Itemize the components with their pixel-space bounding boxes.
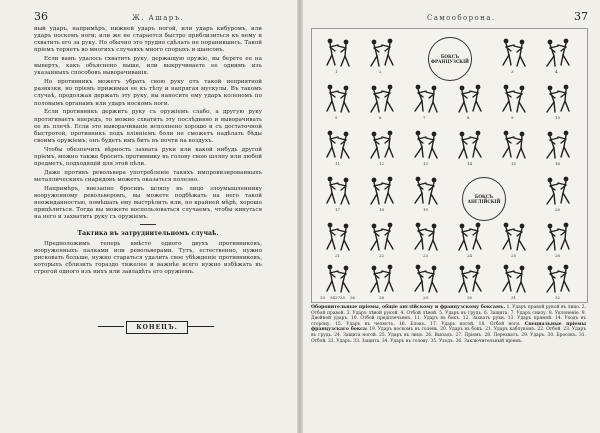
figure-number: 25 bbox=[511, 253, 517, 258]
paragraph: Но противникъ можетъ убрать свою руку отъ такой неприятной развязки, но пріемъ прижимая ее къ тѣлу и напрягая мускулы. Въ такомъ случаѣ, продолжая держать эту руку, вы наносите ему ударъ коленомъ по половымъ органамъ или ударъ носкомъ ноги. bbox=[34, 79, 262, 107]
boxing-figure-pair bbox=[362, 127, 402, 167]
figure-number: 31 bbox=[511, 295, 517, 300]
medallion-label: БОКСЪ АНГЛІЙСКІЙ bbox=[467, 194, 501, 204]
paragraph: Даже противъ револьвера употребленіе такихъ импровизированныхъ металлическихъ снарядовъ можетъ оказаться полезно. bbox=[34, 169, 262, 183]
figure-number: 11 bbox=[335, 161, 341, 166]
boxing-figure-pair bbox=[406, 81, 446, 121]
figure-number: 13 bbox=[423, 161, 429, 166]
boxing-figure-pair bbox=[494, 35, 534, 75]
figure-number: 20 bbox=[555, 207, 561, 212]
paragraph: Если вамъ удалось схватить руку, держащую оружіе, вы беретe ее на вывертъ, какъ объяснено выше, или выкручиваете ее однимъ изъ указанныхъ способовъ выворачиванія. bbox=[34, 56, 262, 77]
paragraph: Предположимъ теперь вмѣсто одного двухъ противниковъ, вооруженныхъ палками или револьверами. Тутъ, естественно, нужно рисковать больше, нужно стараться удалить свое убѣжденіе противниковъ, которыхъ сблизить гораздо тяжелее и важнѣе всего нужно избѣжать въ строгой одного изъ нихъ или завладѣть его оружіемъ. bbox=[34, 240, 262, 276]
figure-number: 9 bbox=[511, 115, 514, 120]
medallion-label: БОКСЪ ФРАНЦУЗСКІЙ bbox=[430, 54, 469, 64]
caption-title: Оборонительные пріемы, общіе англійскому и французскому боксамъ. bbox=[311, 305, 506, 310]
boxing-figure-pair bbox=[362, 219, 402, 259]
boxing-figure-pair bbox=[494, 127, 534, 167]
figure-number: 19 bbox=[423, 207, 429, 212]
boxers-illustration bbox=[494, 81, 534, 121]
left-page bbox=[0, 0, 297, 433]
figure-number: 24 bbox=[467, 253, 473, 258]
medallion-french-boxing bbox=[428, 37, 472, 81]
figure-number: 6 bbox=[379, 115, 382, 120]
boxing-figure-pair bbox=[318, 219, 358, 259]
boxing-figure-pair bbox=[362, 173, 402, 213]
section-heading: Тактика въ затруднительномъ случаѣ. bbox=[77, 229, 219, 237]
paragraph: Чтобы обезпечить вѣрность захвата руки или какой нибудь другой пріемъ, можно также бросить противнику въ голову свою шляпу или любой предметъ, подходящій для этой цѣли. bbox=[34, 146, 262, 167]
boxing-figure-pair bbox=[538, 127, 578, 167]
figure-number: 34 bbox=[330, 295, 336, 300]
ornament-rule-right bbox=[188, 326, 214, 327]
figure-number: 8 bbox=[467, 115, 470, 120]
boxers-illustration bbox=[318, 81, 358, 121]
figure-number: 5 bbox=[335, 115, 338, 120]
boxing-figure-pair bbox=[494, 261, 534, 301]
paragraph: ный ударъ, напримѣръ, нижней ударъ ногой, или ударъ кибуромъ, или ударъ носкомъ ноги; или же не старается быстро приблизиться къ нему и схватить его за руку. Но обычно это трудно сдѣлать не поранившись. Такой пріемъ теряетъ во многихъ случаяхъ много спорыхъ и шансовъ. bbox=[34, 26, 262, 54]
boxing-figure-pair bbox=[362, 81, 402, 121]
running-head-left: Ж. Ашаръ. bbox=[132, 14, 185, 22]
figure-number: 33 bbox=[320, 295, 326, 300]
figure-number: 22 bbox=[379, 253, 385, 258]
boxing-figure-pair bbox=[538, 261, 578, 301]
boxing-figure-pair bbox=[538, 173, 578, 213]
figure-number: 26 bbox=[555, 253, 561, 258]
body-text bbox=[34, 26, 262, 278]
boxing-figure-pair bbox=[450, 261, 490, 301]
running-head-right: Самооборона. bbox=[427, 14, 496, 22]
boxing-figure-pair bbox=[318, 35, 358, 75]
boxers-illustration bbox=[318, 35, 358, 75]
figure-number: 32 bbox=[555, 295, 561, 300]
boxers-illustration bbox=[406, 81, 446, 121]
figure-number: 1 bbox=[335, 69, 338, 74]
boxing-illustration-plate bbox=[311, 28, 588, 303]
boxers-illustration bbox=[450, 81, 490, 121]
boxing-figure-pair bbox=[406, 127, 446, 167]
boxing-figure-pair bbox=[538, 219, 578, 259]
figure-number: 3 bbox=[511, 69, 514, 74]
boxing-figure-pair bbox=[538, 81, 578, 121]
caption-subtitle: Специальные пріемы французскаго бокса: bbox=[311, 321, 586, 333]
boxing-figure-pair bbox=[318, 173, 358, 213]
boxing-figure-pair bbox=[318, 127, 358, 167]
boxing-figure-pair bbox=[406, 261, 446, 301]
figure-number: 2 bbox=[379, 69, 382, 74]
boxers-illustration bbox=[494, 35, 534, 75]
boxing-figure-pair bbox=[450, 127, 490, 167]
boxers-illustration bbox=[362, 81, 402, 121]
figure-number: 28 bbox=[379, 295, 385, 300]
page-number-right: 37 bbox=[574, 10, 588, 23]
figure-number: 15 bbox=[511, 161, 517, 166]
figure-number: 16 bbox=[555, 161, 561, 166]
paragraph: Напримѣръ, внезапно бросивъ шляпу въ лицо злоумышленнику вооруженному револьверомъ, вы можете подбѣжать на него такой неожиданностью, помѣшать ему выстрѣлить или, по крайней мѣрѣ, хорошо прицѣлиться. Тогда вы можете воспользоваться случаемъ, чтобы кинуться на него и захватить руку съ оружіемъ. bbox=[34, 185, 262, 221]
figure-number: 27 bbox=[335, 295, 341, 300]
finis-ornament bbox=[96, 316, 216, 338]
divider bbox=[140, 224, 156, 225]
figure-number: 23 bbox=[423, 253, 429, 258]
figure-number: 29 bbox=[423, 295, 429, 300]
boxing-figure-pair bbox=[406, 219, 446, 259]
ornament-rule-left bbox=[98, 326, 124, 327]
caption-text-2: 19. Ударъ носкомъ въ голень. 20. Ударъ въ бокъ. 21. Ударъ каблукомъ. 22. Отбой. 23. Ударъ въ грудь. 24. Защита ногой. 25. Ударъ въ лицо. 26. Выпадъ. 27. Пріемъ. 28. Перехватъ. 29. Ударъ. 30. Бросокъ. 31. Отбой. 32. Ударъ. 33. Защита. 34. Ударъ въ голову. 35. Уходъ. 36. Заключительный пріемъ. bbox=[311, 327, 586, 344]
boxing-figure-pair bbox=[450, 81, 490, 121]
figure-number: 12 bbox=[379, 161, 385, 166]
boxing-figure-pair bbox=[406, 173, 446, 213]
medallion-english-boxing bbox=[462, 177, 506, 221]
paragraph: Если противникъ держитъ руку съ оружіемъ слабо, а другую руку протягиваетъ впередъ, то можно схватить эту послѣднюю и выворачивать ее въ плечѣ. Если это выворачиваніе исполнено хорошо и съ достаточной быстротой, противникъ подъ вліяніемъ боли не сможетъ надѣлать бѣды своимъ оружіемъ; онъ будетъ имъ бить въ почти на воздухъ. bbox=[34, 109, 262, 144]
boxing-figure-pair bbox=[362, 261, 402, 301]
figure-number: 17 bbox=[335, 207, 341, 212]
finis-label: КОНЕЦЪ. bbox=[126, 321, 188, 334]
figure-number: 7 bbox=[423, 115, 426, 120]
page-number-left: 36 bbox=[34, 10, 48, 23]
boxers-illustration bbox=[362, 35, 402, 75]
figure-number: 10 bbox=[555, 115, 561, 120]
boxers-illustration bbox=[538, 35, 578, 75]
right-page bbox=[303, 0, 600, 433]
figure-number: 21 bbox=[335, 253, 341, 258]
figure-number: 36 bbox=[350, 295, 356, 300]
boxing-figure-pair bbox=[318, 81, 358, 121]
boxing-figure-pair bbox=[538, 35, 578, 75]
figure-number: 14 bbox=[467, 161, 473, 166]
figure-number: 35 bbox=[340, 295, 346, 300]
caption-text: 1. Ударъ правой рукой въ лицо. 2. Отбой правой. 3. Ударъ лѣвой рукой. 4. Отбой лѣвой. 5. Ударъ въ грудь. 6. Защита. 7. Ударъ снизу. 8. Уклоненіе. 9. Двойной ударъ. 10. Отбой предплечьемъ. 11. Ударъ въ бокъ. 12. Захватъ руки. 13. Ударъ прямой. 14. Уходъ въ сторону. 15. Ударъ въ челюсть. 16. Блокъ. 17. Ударъ ногой. 18. Отбой ноги. bbox=[311, 305, 586, 327]
boxing-figure-pair bbox=[494, 81, 534, 121]
figure-number: 30 bbox=[467, 295, 473, 300]
boxing-figure-pair bbox=[450, 219, 490, 259]
boxing-figure-pair bbox=[494, 219, 534, 259]
boxing-figure-pair bbox=[362, 35, 402, 75]
plate-caption bbox=[311, 305, 586, 344]
figure-number: 4 bbox=[555, 69, 558, 74]
figure-number: 18 bbox=[379, 207, 385, 212]
